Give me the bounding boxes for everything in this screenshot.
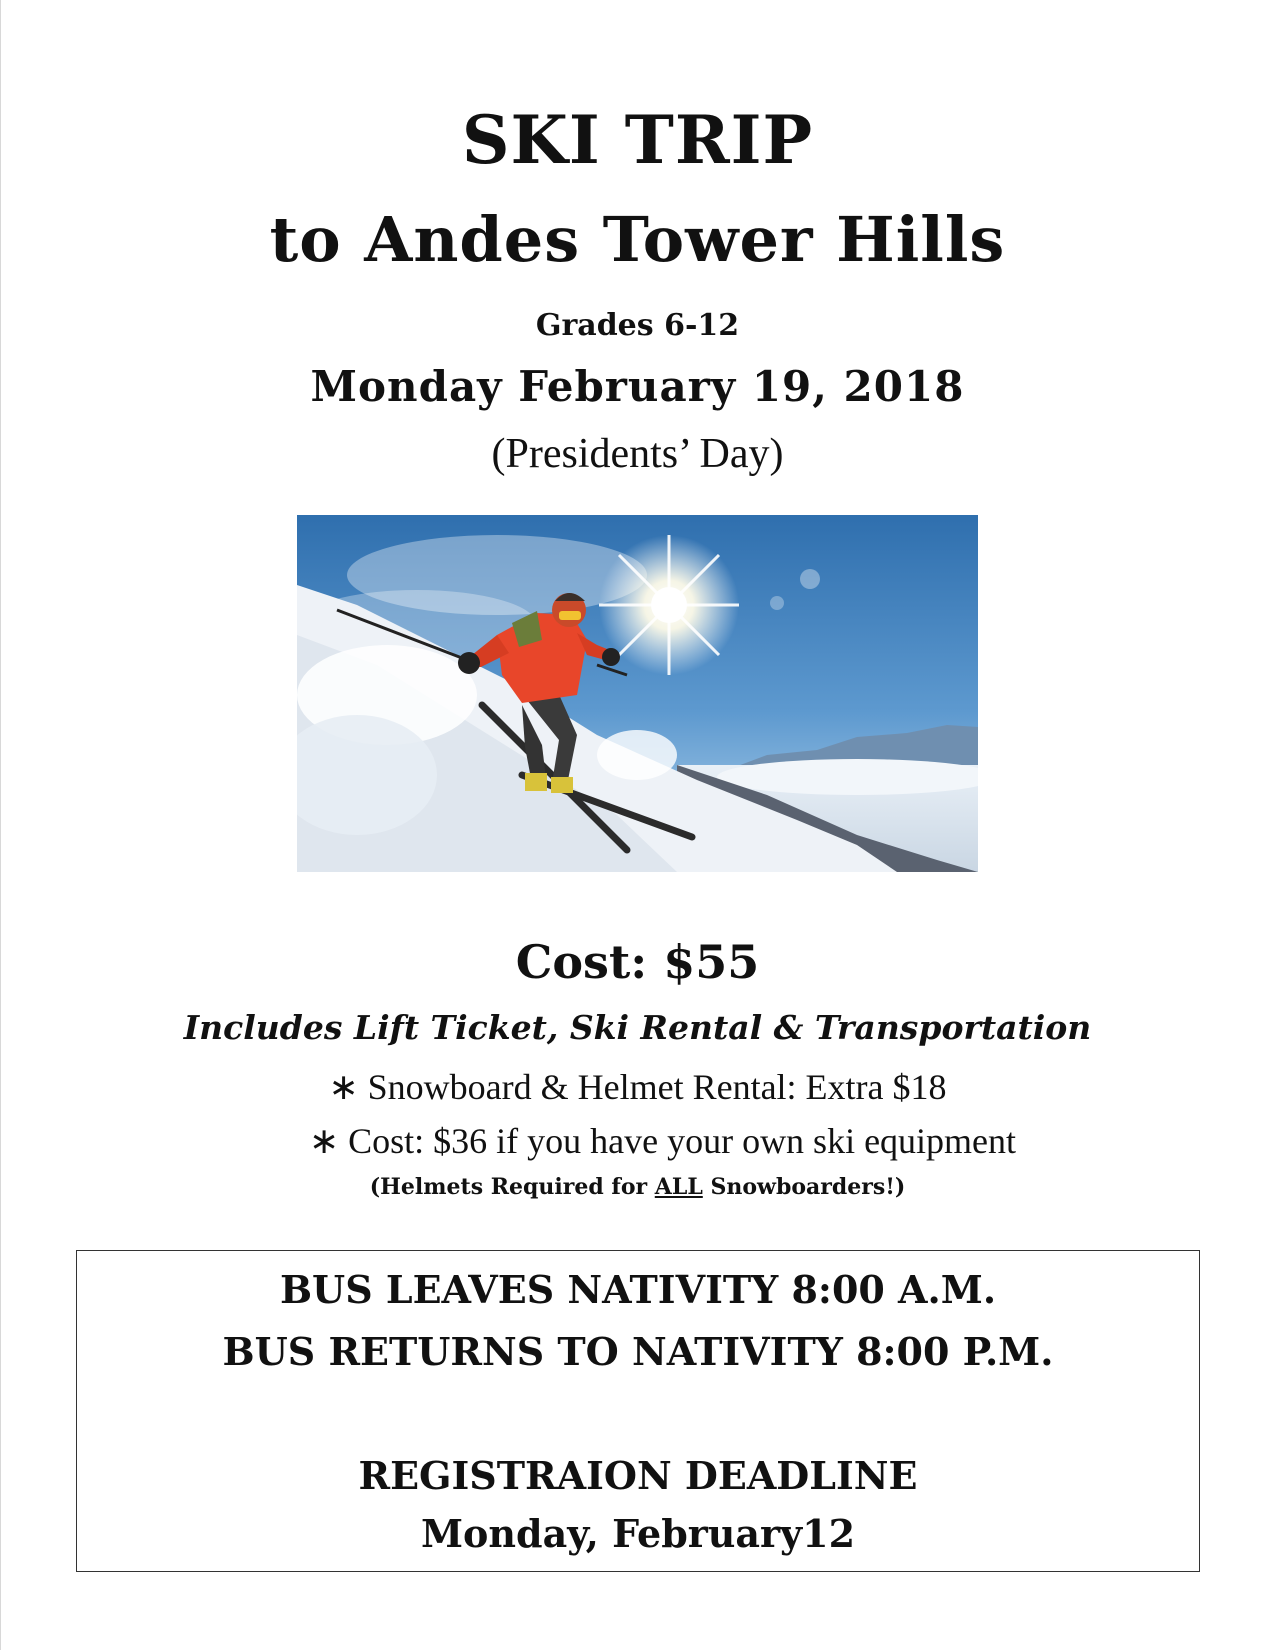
helmet-requirement-note (0, 1172, 1275, 1202)
registration-deadline-date: Monday, February12 (420, 1511, 856, 1556)
snowboard-rental-note: ∗ Snowboard & Helmet Rental: Extra $18 (328, 1067, 947, 1107)
skier-illustration (297, 515, 978, 872)
cost-includes: Includes Lift Ticket, Ski Rental & Transportation (183, 1008, 1092, 1047)
helmet-note-suffix: Snowboarders!) (702, 1174, 906, 1200)
holiday-note: (Presidents’ Day) (491, 431, 784, 477)
registration-deadline-label: REGISTRAION DEADLINE (358, 1453, 918, 1498)
bus-departure-time: BUS LEAVES NATIVITY 8:00 A.M. (279, 1267, 997, 1312)
flyer-title: SKI TRIP (461, 101, 814, 179)
bus-return-time: BUS RETURNS TO NATIVITY 8:00 P.M. (222, 1329, 1054, 1374)
helmet-note-prefix: (Helmets Required for (369, 1174, 655, 1200)
schedule-box (76, 1250, 1200, 1572)
flyer-destination: to Andes Tower Hills (269, 203, 1006, 276)
trip-cost: Cost: $55 (515, 935, 760, 989)
trip-date: Monday February 19, 2018 (310, 362, 965, 411)
helmet-note-emphasis: ALL (654, 1174, 703, 1200)
skier-photo (297, 515, 978, 872)
own-equipment-note: ∗ Cost: $36 if you have your own ski equipment (308, 1121, 1017, 1161)
grade-range: Grades 6-12 (535, 308, 740, 343)
